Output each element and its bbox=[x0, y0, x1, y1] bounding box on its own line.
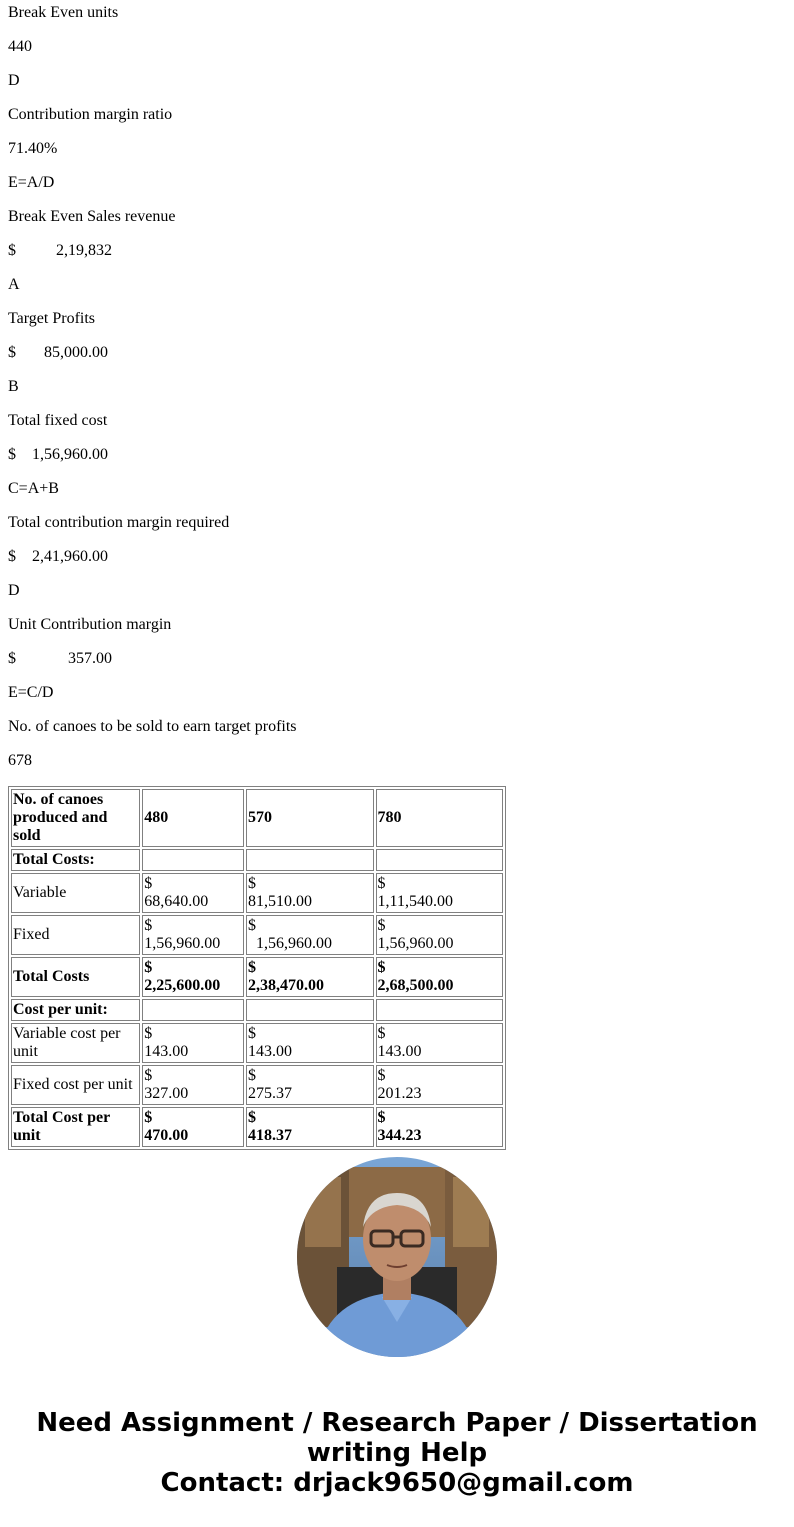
table-row bbox=[11, 849, 503, 871]
calc-line: B bbox=[8, 378, 19, 395]
banner-line-1: Need Assignment / Research Paper / Dissertation bbox=[36, 1408, 758, 1438]
value-cell bbox=[142, 873, 244, 913]
currency-symbol: $ bbox=[144, 1109, 153, 1126]
row-label-cell: Total Costs bbox=[11, 957, 140, 997]
calc-line: $ 85,000.00 bbox=[8, 344, 108, 361]
amount-value: 2,38,470.00 bbox=[248, 977, 325, 994]
calc-line: A bbox=[8, 276, 20, 293]
value-cell bbox=[246, 957, 374, 997]
amount-value: 81,510.00 bbox=[248, 893, 313, 910]
amount-value: 201.23 bbox=[377, 1085, 422, 1102]
table-row bbox=[11, 1065, 503, 1105]
currency-symbol: $ bbox=[377, 959, 386, 976]
amount-value: 143.00 bbox=[377, 1043, 422, 1060]
calc-line: No. of canoes to be sold to earn target profits bbox=[8, 718, 297, 735]
amount-value: 143.00 bbox=[144, 1043, 189, 1060]
row-label-cell: Fixed cost per unit bbox=[11, 1065, 140, 1105]
amount-value: 418.37 bbox=[248, 1127, 293, 1144]
value-cell bbox=[142, 999, 244, 1021]
currency-symbol: $ bbox=[377, 917, 386, 934]
currency-symbol: $ bbox=[248, 917, 257, 934]
value-cell bbox=[142, 1023, 244, 1063]
table-row bbox=[11, 873, 503, 913]
header-quantity-cell: 480 bbox=[142, 789, 244, 847]
currency-symbol: $ bbox=[248, 1109, 257, 1126]
header-label-cell: No. of canoes produced and sold bbox=[11, 789, 140, 847]
amount-value: 275.37 bbox=[248, 1085, 293, 1102]
amount-value: 143.00 bbox=[248, 1043, 293, 1060]
row-label-cell: Total Cost per unit bbox=[11, 1107, 140, 1147]
calc-line: Total fixed cost bbox=[8, 412, 108, 429]
calc-line: $ 2,19,832 bbox=[8, 242, 112, 259]
banner-contact-line: Contact: drjack9650@gmail.com bbox=[160, 1468, 634, 1498]
row-label-cell: Variable bbox=[11, 873, 140, 913]
calc-line: D bbox=[8, 72, 20, 89]
calc-line: D bbox=[8, 582, 20, 599]
row-label-cell: Variable cost per unit bbox=[11, 1023, 140, 1063]
value-cell bbox=[376, 1023, 503, 1063]
table-row bbox=[11, 999, 503, 1021]
value-cell bbox=[142, 849, 244, 871]
calc-line: E=C/D bbox=[8, 684, 54, 701]
person-photo-icon bbox=[297, 1157, 497, 1357]
calc-line: Break Even Sales revenue bbox=[8, 208, 176, 225]
currency-symbol: $ bbox=[377, 875, 386, 892]
calculation-lines bbox=[8, 4, 786, 770]
calc-line: Total contribution margin required bbox=[8, 514, 230, 531]
cost-table bbox=[8, 786, 506, 1150]
value-cell bbox=[142, 1065, 244, 1105]
value-cell bbox=[376, 849, 503, 871]
value-cell bbox=[246, 873, 374, 913]
currency-symbol: $ bbox=[377, 1067, 386, 1084]
amount-value: 1,56,960.00 bbox=[144, 935, 221, 952]
calc-line: Target Profits bbox=[8, 310, 96, 327]
value-cell bbox=[246, 1023, 374, 1063]
banner-line-2: writing Help bbox=[306, 1438, 488, 1468]
amount-value: 68,640.00 bbox=[144, 893, 209, 910]
calc-line: C=A+B bbox=[8, 480, 59, 497]
table-row bbox=[11, 915, 503, 955]
table-row bbox=[11, 957, 503, 997]
calc-line: 71.40% bbox=[8, 140, 58, 157]
amount-value: 2,68,500.00 bbox=[377, 977, 454, 994]
value-cell bbox=[246, 1065, 374, 1105]
value-cell bbox=[246, 1107, 374, 1147]
amount-value: 344.23 bbox=[377, 1127, 422, 1144]
currency-symbol: $ bbox=[144, 959, 153, 976]
value-cell bbox=[246, 999, 374, 1021]
currency-symbol: $ bbox=[377, 1025, 386, 1042]
amount-value: 470.00 bbox=[144, 1127, 189, 1144]
amount-value: 327.00 bbox=[144, 1085, 189, 1102]
table-row bbox=[11, 1107, 503, 1147]
calc-line: 678 bbox=[8, 752, 32, 769]
value-cell bbox=[376, 915, 503, 955]
value-cell bbox=[142, 957, 244, 997]
author-avatar bbox=[297, 1157, 497, 1357]
calc-line: $ 1,56,960.00 bbox=[8, 446, 108, 463]
currency-symbol: $ bbox=[144, 875, 153, 892]
help-banner bbox=[0, 1408, 794, 1498]
amount-value: 1,11,540.00 bbox=[377, 893, 453, 910]
row-label-cell: Total Costs: bbox=[11, 849, 140, 871]
row-label-cell: Fixed bbox=[11, 915, 140, 955]
calc-line: Break Even units bbox=[8, 4, 119, 21]
calc-line: E=A/D bbox=[8, 174, 55, 191]
value-cell bbox=[246, 915, 374, 955]
header-quantity-cell: 780 bbox=[376, 789, 503, 847]
currency-symbol: $ bbox=[144, 1025, 153, 1042]
currency-symbol: $ bbox=[144, 917, 153, 934]
calc-line: 440 bbox=[8, 38, 32, 55]
calc-line: Contribution margin ratio bbox=[8, 106, 173, 123]
table-header-row bbox=[11, 789, 503, 847]
document-body bbox=[0, 4, 794, 1150]
row-label-cell: Cost per unit: bbox=[11, 999, 140, 1021]
currency-symbol: $ bbox=[377, 1109, 386, 1126]
calc-line: Unit Contribution margin bbox=[8, 616, 172, 633]
currency-symbol: $ bbox=[248, 1025, 257, 1042]
value-cell bbox=[376, 957, 503, 997]
amount-value: 1,56,960.00 bbox=[377, 935, 454, 952]
table-row bbox=[11, 1023, 503, 1063]
value-cell bbox=[376, 1065, 503, 1105]
value-cell bbox=[142, 1107, 244, 1147]
amount-value: 1,56,960.00 bbox=[248, 935, 333, 952]
currency-symbol: $ bbox=[248, 875, 257, 892]
currency-symbol: $ bbox=[144, 1067, 153, 1084]
header-quantity-cell: 570 bbox=[246, 789, 374, 847]
value-cell bbox=[142, 915, 244, 955]
value-cell bbox=[246, 849, 374, 871]
calc-line: $ 357.00 bbox=[8, 650, 112, 667]
value-cell bbox=[376, 999, 503, 1021]
currency-symbol: $ bbox=[248, 1067, 257, 1084]
currency-symbol: $ bbox=[248, 959, 257, 976]
value-cell bbox=[376, 873, 503, 913]
amount-value: 2,25,600.00 bbox=[144, 977, 221, 994]
value-cell bbox=[376, 1107, 503, 1147]
calc-line: $ 2,41,960.00 bbox=[8, 548, 108, 565]
